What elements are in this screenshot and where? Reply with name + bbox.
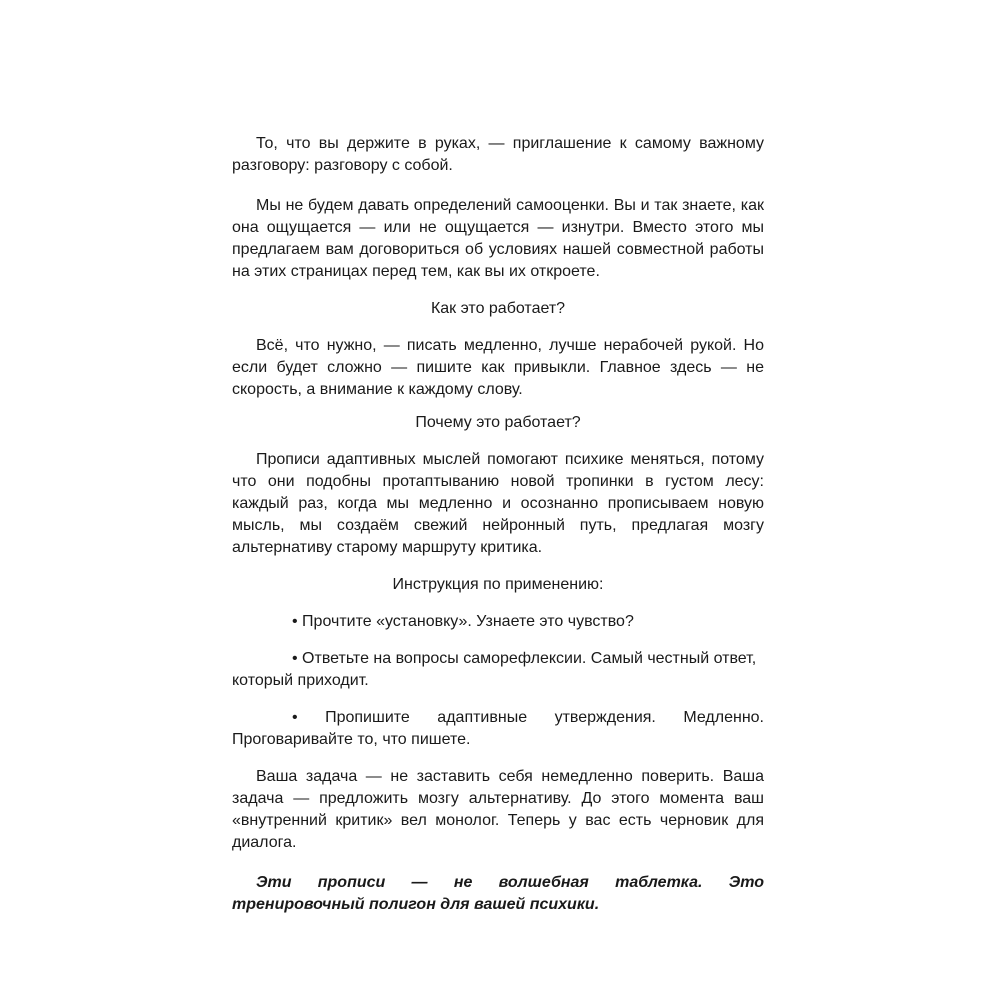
instruction-item-2: • Ответьте на вопросы саморефлексии. Самый честный ответ, который приходит. [232,650,757,689]
instruction-item-3: • Пропишите адаптивные утверждения. Медленно. Проговаривайте то, что пишете. [232,709,764,748]
intro-paragraph: То, что вы держите в руках, — приглашение к самому важному разговору: разговору с собой. [232,135,764,174]
closing-emphasis: Эти прописи — не волшебная таблетка. Это тренировочный полигон для вашей психики. [232,874,764,913]
how-it-works-heading: Как это работает? [430,300,566,317]
self-esteem-paragraph: Мы не будем давать определений самооценки. Вы и так знаете, как она ощущается — или не ощущается — изнутри. Вместо этого мы предлагаем вам договориться об условиях нашей совместной работы на этих страницах перед тем, как вы их откроете. [232,197,764,280]
how-it-works-paragraph: Всё, что нужно, — писать медленно, лучше нерабочей рукой. Но если будет сложно — пишите как привыкли. Главное здесь — не скорость, а внимание к каждому слову. [232,337,764,398]
task-paragraph: Ваша задача — не заставить себя немедленно поверить. Ваша задача — предложить мозгу альтернативу. До этого момента ваш «внутренний критик» вел монолог. Теперь у вас есть черновик для диалога. [232,768,764,851]
instructions-heading: Инструкция по применению: [392,576,604,593]
why-it-works-heading: Почему это работает? [415,414,581,431]
why-it-works-paragraph: Прописи адаптивных мыслей помогают психике меняться, потому что они подобны протаптыванию новой тропинки в густом лесу: каждый раз, когда мы медленно и осознанно прописываем новую мысль, мы создаём свежий нейронный путь, предлагая мозгу альтернативу старому маршруту критика. [232,451,764,556]
page-text-block [232,133,764,916]
instruction-item-1: • Прочтите «установку». Узнаете это чувство? [292,613,634,630]
